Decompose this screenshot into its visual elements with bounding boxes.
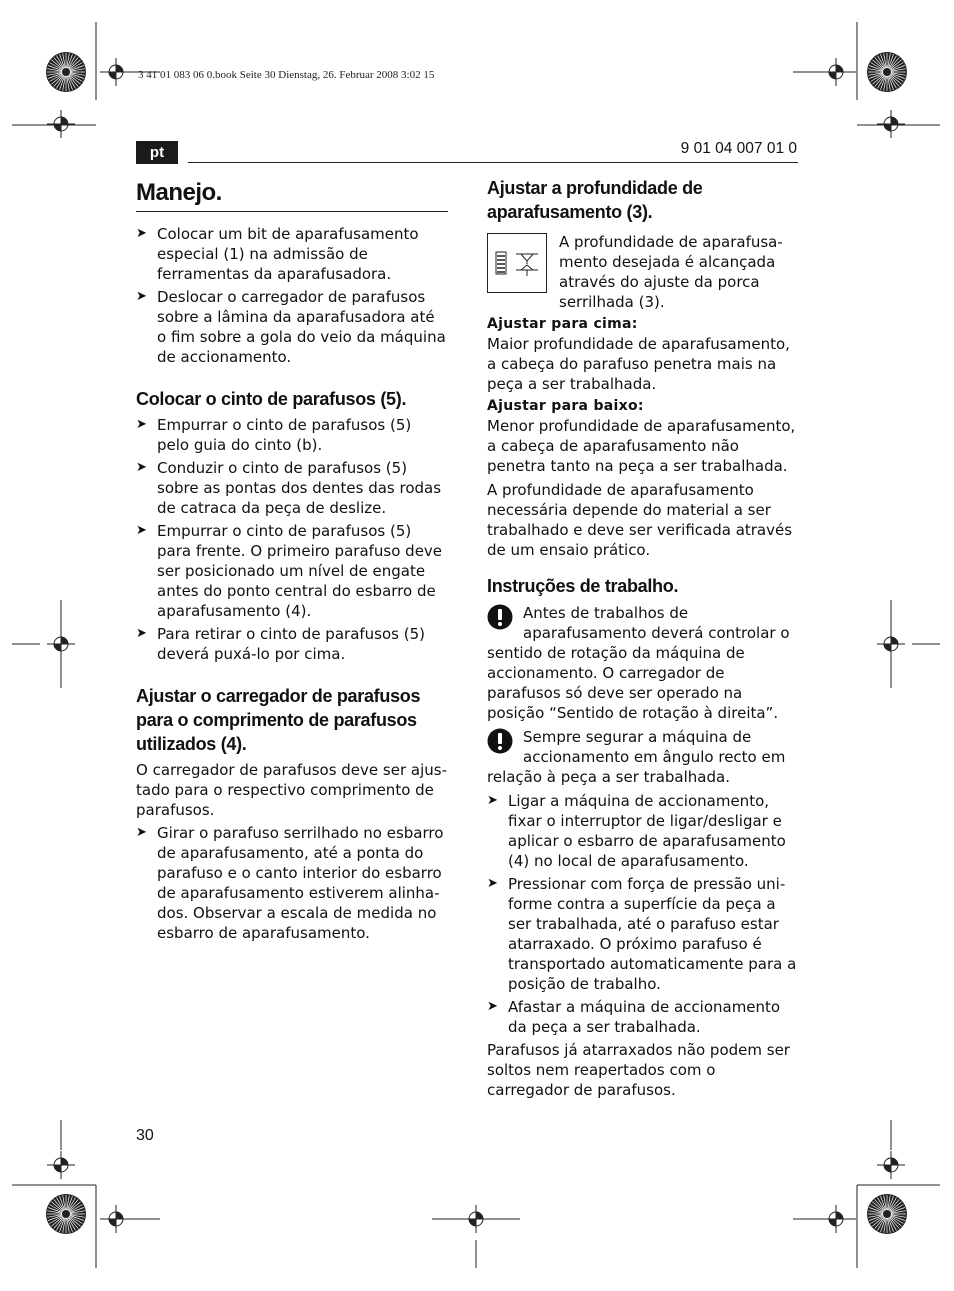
color-rosette-icon xyxy=(46,1194,86,1234)
arrow-bullet-icon: ➤ xyxy=(136,460,147,475)
arrow-bullet-icon: ➤ xyxy=(136,226,147,241)
depth-intro: A profundidade de aparafusamento desejada é alcançada através do ajuste da porca serrilhada (3). xyxy=(559,233,783,311)
closing-paragraph: Parafusos já atarraxados não podem ser soltos nem reapertados com o carregador de parafusos. xyxy=(487,1041,790,1099)
book-info: 3 41 01 083 06 0.book Seite 30 Dienstag, 26. Februar 2008 3:02 15 xyxy=(138,69,435,81)
list-item: ➤ Ligar a máquina de accionamento, fixar o interruptor de ligar/desligar e aplicar o esbarro de aparafusamento (4) no local de aparafusamento. xyxy=(487,792,786,870)
list-item: ➤ Empurrar o cinto de parafusos (5) para frente. O primeiro parafuso deve ser posicionado um nível de engate antes do ponto central do esbarro de aparafusamento (4). xyxy=(136,522,443,620)
section-heading-depth: Ajustar a profundidade de aparafusamento (3). xyxy=(487,178,703,222)
list-item: ➤ Empurrar o cinto de parafusos (5) pelo guia do cinto (b). xyxy=(136,416,412,454)
depth-adjust-icon xyxy=(487,233,547,293)
page-number: 30 xyxy=(136,1127,154,1144)
color-rosette-icon xyxy=(46,52,86,92)
arrow-bullet-icon: ➤ xyxy=(136,523,147,538)
doc-number: 9 01 04 007 01 0 xyxy=(680,140,797,157)
color-rosette-icon xyxy=(867,52,907,92)
list-item: ➤ Conduzir o cinto de parafusos (5) sobre as pontas dos dentes das rodas de catraca da peça de deslize. xyxy=(136,459,442,517)
warning-block: Sempre segurar a máquina de accionamento em ângulo recto em relação à peça a ser trabalhada. xyxy=(487,728,786,786)
arrow-bullet-icon: ➤ xyxy=(136,417,147,432)
arrow-bullet-icon: ➤ xyxy=(136,626,147,641)
section-heading-belt: Colocar o cinto de parafusos (5). xyxy=(136,389,407,409)
right-column xyxy=(487,176,799,1100)
section-heading-instructions: Instruções de trabalho. xyxy=(487,576,679,596)
adjust-down-text: Menor profundidade de aparafusamento, a cabeça de aparafusamento não penetra tanto na peça a ser trabalhada. xyxy=(487,417,796,475)
list-item: ➤ Girar o parafuso serrilhado no esbarro de aparafusamento, até a ponta do parafuso e o canto interior do esbarro de aparafusamento estiverem alinhados. Observar a escala de medida no esbarro de aparafusamento. xyxy=(136,824,444,942)
length-steps xyxy=(136,823,448,943)
belt-steps xyxy=(136,415,448,664)
instruction-steps xyxy=(487,791,799,1037)
list-item: ➤ Para retirar o cinto de parafusos (5) deverá puxá-lo por cima. xyxy=(136,625,425,663)
arrow-bullet-icon: ➤ xyxy=(487,999,498,1014)
depth-note: A profundidade de aparafusamento necessária depende do material a ser trabalhado e deve ser verificada através de um ensaio prático. xyxy=(487,481,793,559)
adjust-down-label: Ajustar para baixo: xyxy=(487,398,644,414)
warning-block: Antes de trabalhos de aparafusamento deverá controlar o sentido de rotação da máquina de accionamento. O carregador de parafusos só deve ser operado na posição “Sentido de rotação à direita”. xyxy=(487,604,790,722)
title-rule xyxy=(136,211,448,212)
arrow-bullet-icon: ➤ xyxy=(487,876,498,891)
adjust-up-text: Maior profundidade de aparafusamento, a cabeça do parafuso penetra mais na peça a ser trabalhada. xyxy=(487,335,790,393)
length-paragraph: O carregador de parafusos deve ser ajustado para o respectivo comprimento de parafusos. xyxy=(136,761,447,819)
list-item: ➤ Afastar a máquina de accionamento da peça a ser trabalhada. xyxy=(487,998,781,1036)
page-title: Manejo. xyxy=(136,179,222,206)
list-item: ➤ Deslocar o carregador de parafusos sobre a lâmina da aparafusadora até o fim sobre a gola do veio da máquina de accionamento. xyxy=(136,288,446,366)
list-item: ➤ Colocar um bit de aparafusamento especial (1) na admissão de ferramentas da aparafusadora. xyxy=(136,225,419,283)
list-item: ➤ Pressionar com força de pressão uniforme contra a superfície da peça a ser trabalhada, até o parafuso estar atarraxado. O próximo parafuso é transportado automaticamente para a posição de trabalho. xyxy=(487,875,797,993)
section-heading-length: Ajustar o carregador de parafusos para o comprimento de parafusos utilizados (4). xyxy=(136,686,421,754)
left-column xyxy=(136,176,448,946)
warning-exclamation-icon xyxy=(487,604,513,630)
arrow-bullet-icon: ➤ xyxy=(136,289,147,304)
intro-steps xyxy=(136,224,448,367)
header-rule xyxy=(188,162,798,163)
warning-exclamation-icon xyxy=(487,728,513,754)
color-rosette-icon xyxy=(867,1194,907,1234)
language-badge: pt xyxy=(136,141,178,164)
arrow-bullet-icon: ➤ xyxy=(136,825,147,840)
arrow-bullet-icon: ➤ xyxy=(487,793,498,808)
adjust-up-label: Ajustar para cima: xyxy=(487,316,638,332)
